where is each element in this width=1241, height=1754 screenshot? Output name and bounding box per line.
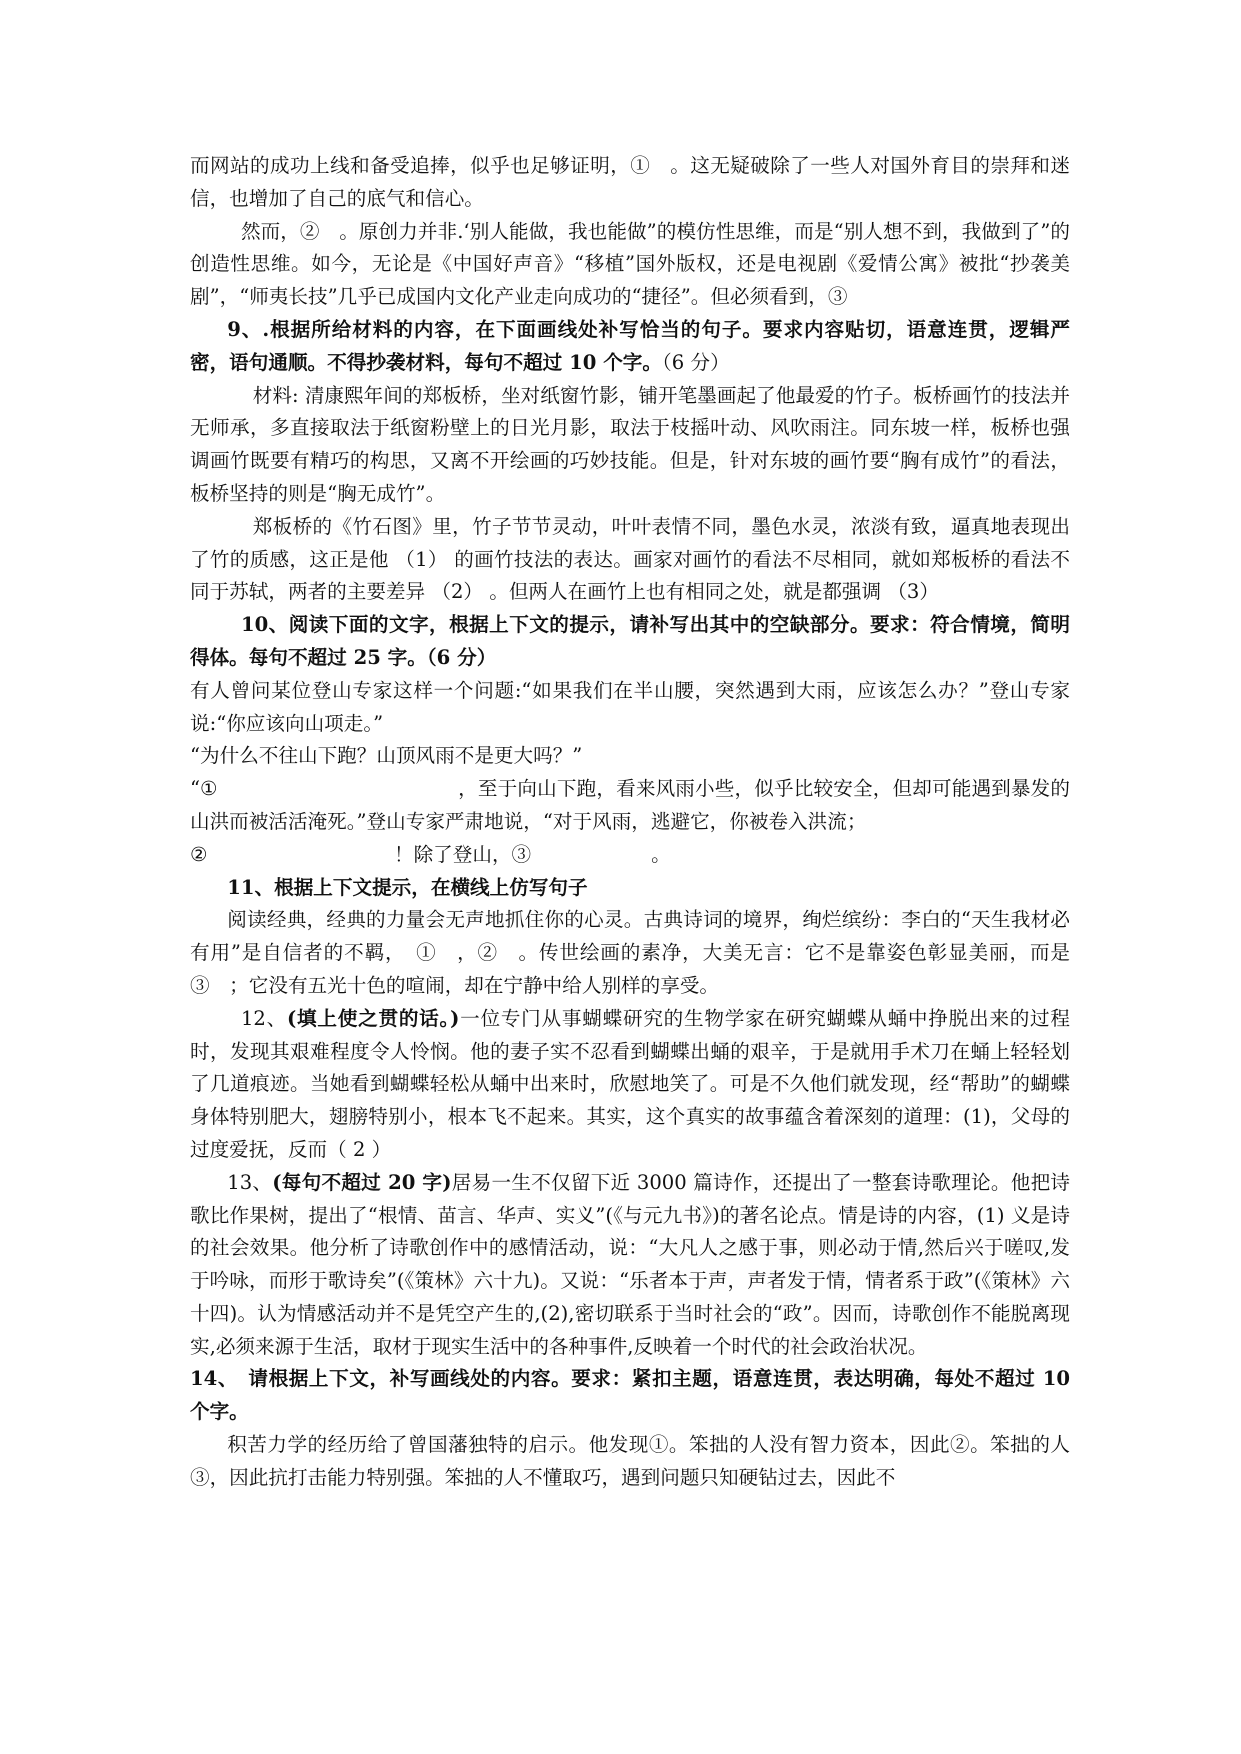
question-9-instructions: 9、.根据所给材料的内容，在下面画线处补写恰当的句子。要求内容贴切，语意连贯，逻辑严密，语句通顺。不得抄袭材料，每句不超过 10 个字。 (190, 317, 1070, 374)
question-10-line-4-text: ！除了登山，③ (394, 842, 532, 866)
question-10-line-4 (190, 839, 1070, 872)
question-11-prompt: 11、根据上下文提示，在横线上仿写句子 (227, 875, 588, 899)
question-9-material: 材料: 清康熙年间的郑板桥，坐对纸窗竹影，铺开笔墨画起了他最爱的竹子。板桥画竹的技法并无师承，多直接取法于纸窗粉壁上的日光月影，取法于枝摇叶动、风吹雨注。同东坡一样，板桥也强调画竹既要有精巧的构思，又离不开绘画的巧妙技能。但是，针对东坡的画竹要“胸有成竹”的看法，板桥坚持的则是“胸无成竹”。 (190, 383, 1070, 505)
question-9-text: 郑板桥的《竹石图》里，竹子节节灵动，叶叶表情不同，墨色水灵，浓淡有致，逼真地表现出了竹的质感，这正是他 （1） 的画竹技法的表达。画家对画竹的看法不尽相同，就如郑板桥的看法不同于苏轼，两者的主要差异 （2） 。但两人在画竹上也有相同之处，就是都强调 （3） (190, 514, 1070, 604)
document-body (190, 150, 1090, 1495)
blank-1-label: “① (190, 777, 218, 801)
question-10-line-3 (190, 773, 1070, 839)
question-13-number: 13、 (227, 1170, 273, 1194)
question-13-title: (每句不超过 20 字) (272, 1170, 452, 1194)
question-10-line-4-end: 。 (651, 842, 671, 866)
question-11-text: 阅读经典，经典的力量会无声地抓住你的心灵。古典诗词的境界，绚烂缤纷：李白的“天生我材必有用”是自信者的不羁， ① ，② 。传世绘画的素净，大美无言：它不是靠姿色彰显美丽，而是 ③ ；它没有五光十色的喧闹，却在宁静中给人别样的享受。 (190, 908, 1090, 997)
question-10-line-2: “为什么不往山下跑？山顶风雨不是更大吗？” (190, 744, 583, 768)
blank-2-label: ② (190, 842, 208, 866)
question-14-text: 积苦力学的经历给了曾国藩独特的启示。他发现①。笨拙的人没有智力资本，因此②。笨拙的人③，因此抗打击能力特别强。笨拙的人不懂取巧，遇到问题只知硬钻过去，因此不 (190, 1433, 1070, 1489)
question-14-prompt: 14、 请根据上下文，补写画线处的内容。要求：紧扣主题，语意连贯，表达明确，每处不超过 10 个字。 (190, 1367, 1070, 1424)
question-10-line-1: 有人曾问某位登山专家这样一个问题:“如果我们在半山腰，突然遇到大雨，应该怎么办？”登山专家说:“你应该向山项走。” (190, 678, 1070, 735)
question-10-prompt: 10、阅读下面的文字，根据上下文的提示，请补写出其中的空缺部分。要求：符合情境，简明得体。每句不超过 25 字。（6 分） (190, 613, 1070, 669)
question-10-line-3-text: ，至于向山下跑，看来风雨小些，似乎比较安全，但却可能遇到暴发的山洪而被活活淹死。”登山专家严肃地说，“对于风雨，逃避它，你被卷入洪流； (190, 777, 1070, 833)
question-13-text: 居易一生不仅留下近 3000 篇诗作，还提出了一整套诗歌理论。他把诗歌比作果树，提出了“根情、苗言、华声、实义”(《与元九书》)的著名论点。情是诗的内容，(1) 义是诗的社会效果。他分析了诗歌创作中的感情活动，说：“大凡人之感于事，则必动于情,然后兴于嗟叹,发于吟咏，而形于歌诗矣”(《策林》六十九)。又说：“乐者本于声，声者发于情，情者系于政”(《策林》六十四)。认为情感活动并不是凭空产生的,(2),密切联系于当时社会的“政”。因而，诗歌创作不能脱离现实,必须来源于生活，取材于现实生活中的各种事件,反映着一个时代的社会政治状况。 (190, 1170, 1071, 1358)
question-12-title: (填上使之贯的话。) (287, 1006, 460, 1030)
paragraph-intro-1: 而网站的成功上线和备受追捧，似乎也足够证明，① 。这无疑破除了一些人对国外育目的崇拜和迷信，也增加了自己的底气和信心。 (190, 154, 1070, 210)
question-9-score: （6 分） (661, 350, 730, 374)
question-13 (190, 1167, 1070, 1364)
question-12 (190, 1003, 1070, 1167)
question-9-prompt (190, 314, 1070, 380)
paragraph-intro-2: 然而，② 。原创力并非.‘别人能做，我也能做”的模仿性思维，而是“别人想不到，我做到了”的创造性思维。如今，无论是《中国好声音》“移植”国外版权，还是电视剧《爱情公寓》被批“抄袭美剧”，“师夷长技”几乎已成国内文化产业走向成功的“捷径”。但必须看到，③ (190, 219, 1070, 309)
question-12-text: 一位专门从事蝴蝶研究的生物学家在研究蝴蝶从蛹中挣脱出来的过程时，发现其艰难程度令人怜悯。他的妻子实不忍看到蝴蝶出蛹的艰辛，于是就用手术刀在蛹上轻轻划了几道痕迹。当她看到蝴蝶轻松从蛹中出来时，欣慰地笑了。可是不久他们就发现，经“帮助”的蝴蝶身体特别肥大，翅膀特别小，根本飞不起来。其实，这个真实的故事蕴含着深刻的道理：(1)，父母的过度爱抚，反而（ 2 ） (190, 1006, 1071, 1161)
question-12-number: 12、 (240, 1006, 288, 1030)
